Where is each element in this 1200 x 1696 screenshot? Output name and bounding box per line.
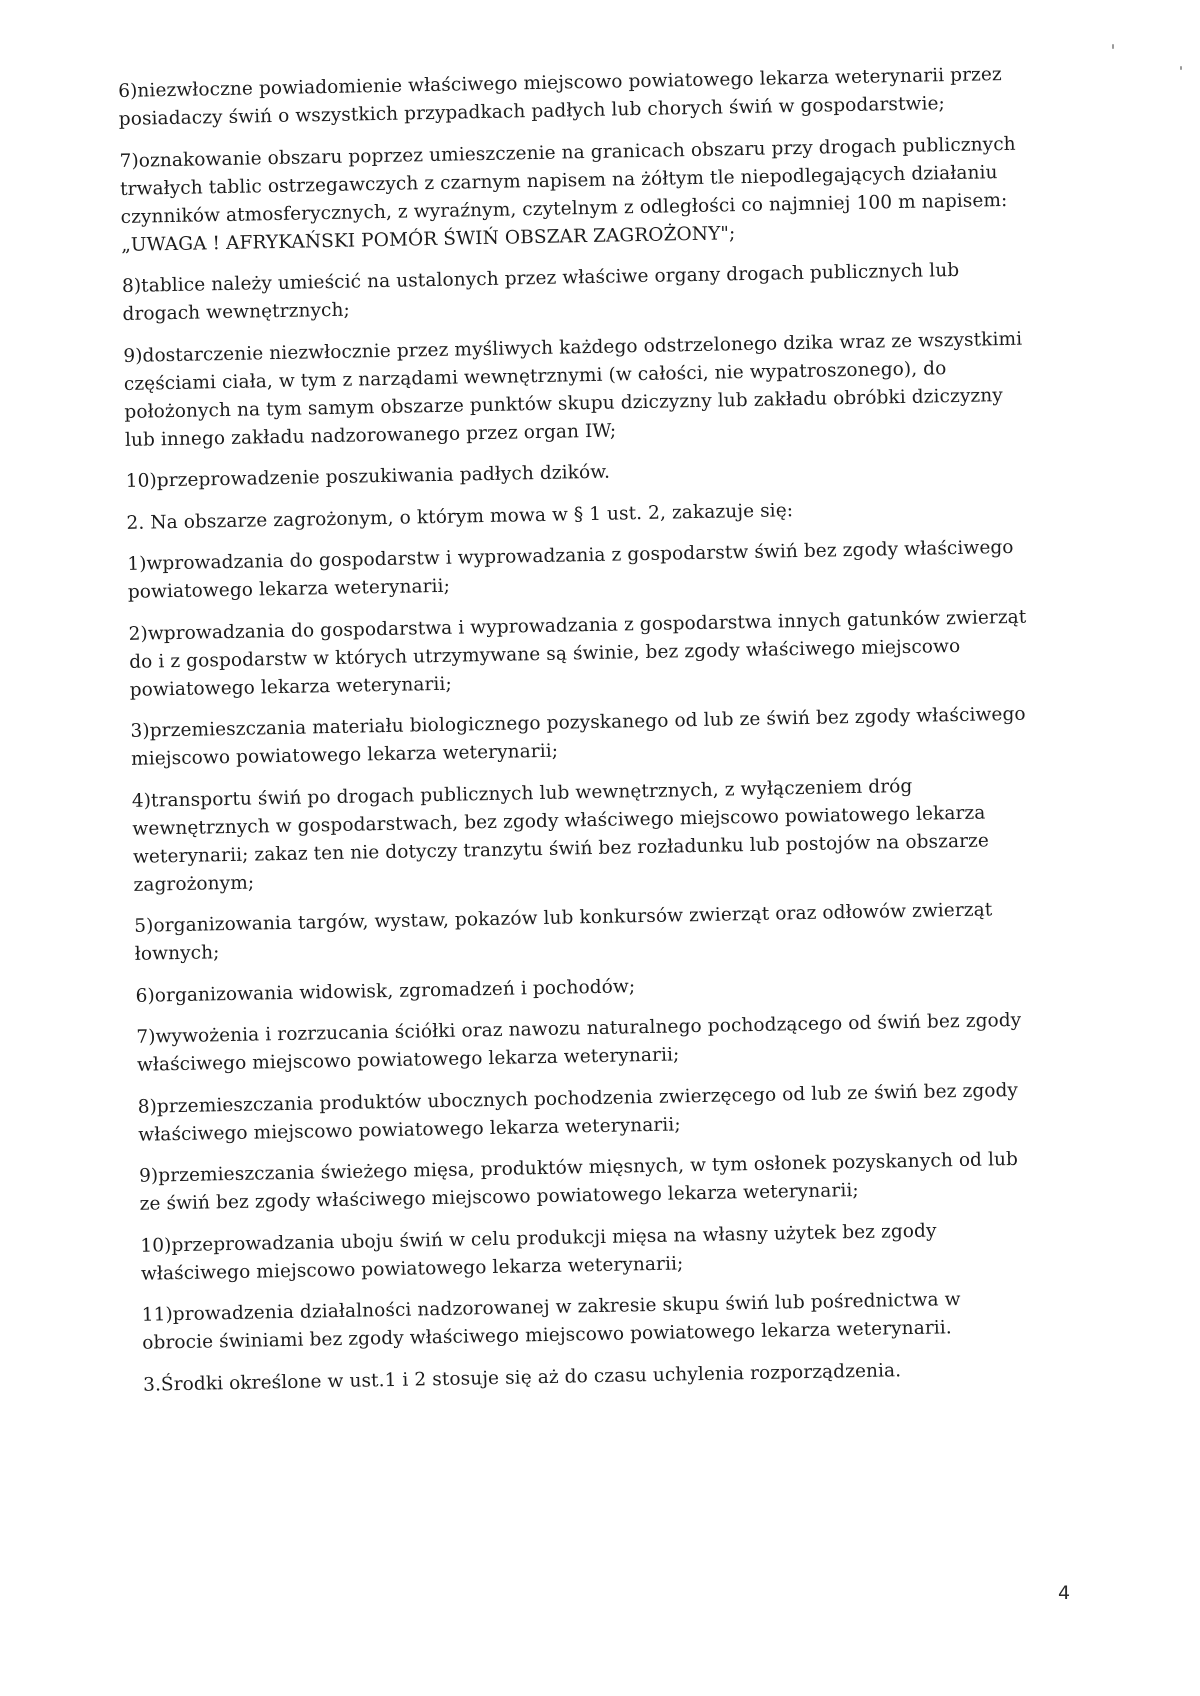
text-line: 10)przeprowadzania uboju świń w celu produkcji mięsa na własny użytek bez zgody (140, 1220, 937, 1257)
text-line: 9)dostarczenie niezwłocznie przez myśliwych każdego odstrzelonego dzika wraz ze wszystkimi (123, 328, 1023, 367)
paragraph-s3 (143, 1353, 1073, 1399)
text-line: 3.Środki określone w ust.1 i 2 stosuje się aż do czasu uchylenia rozporządzenia. (142, 1359, 902, 1396)
text-line: ze świń bez zgody właściwego miejscowo powiatowego lekarza weterynarii; (139, 1179, 859, 1215)
text-line: do i z gospodarstw w których utrzymywane są świnie, bez zgody właściwego miejscowo (129, 635, 961, 673)
text-line: 9)przemieszczania świeżego mięsa, produktów mięsnych, w tym osłonek pozyskanych od lub (138, 1148, 1019, 1187)
text-line: miejscowo powiatowego lekarza weterynarii; (130, 740, 559, 770)
paragraph-z1 (127, 533, 1058, 607)
scan-speck (1180, 66, 1182, 70)
text-line: lub innego zakładu nadzorowanego przez organ IW; (124, 420, 617, 451)
text-line: łownych; (134, 942, 220, 965)
paragraph-z10 (140, 1214, 1071, 1288)
text-line: właściwego miejscowo powiatowego lekarza weterynarii; (138, 1113, 681, 1146)
text-line: właściwego miejscowo powiatowego lekarza weterynarii; (136, 1044, 680, 1076)
paragraph-z11 (141, 1284, 1072, 1358)
text-line: weterynarii; zakaz ten nie dotyczy tranzytu świń bez rozładunku lub postojów na obszarze (132, 829, 990, 868)
text-line: właściwego miejscowo powiatowego lekarza weterynarii; (140, 1252, 684, 1285)
paragraph-z4 (132, 770, 1064, 900)
paragraph-s2 (126, 492, 1056, 538)
text-line: 7)oznakowanie obszaru poprzez umieszczenie na granicach obszaru przy drogach publicznych (119, 133, 1016, 172)
text-line: trwałych tablic ostrzegawczych z czarnym napisem na żółtym tle niepodlegających działaniu (119, 161, 998, 200)
paragraph-p10 (125, 450, 1055, 496)
text-line: posiadaczy świń o wszystkich przypadkach padłych lub chorych świń w gospodarstwie; (118, 93, 946, 130)
paragraph-z7 (136, 1006, 1067, 1080)
scan-speck (1112, 44, 1114, 49)
paragraph-z3 (130, 700, 1061, 774)
text-line: 2)wprowadzania do gospodarstwa i wyprowadzania z gospodarstwa innych gatunków zwierząt (128, 606, 1027, 645)
text-line: 11)prowadzenia działalności nadzorowanej w zakresie skupu świń lub pośrednictwa w (141, 1289, 961, 1326)
text-line: 10)przeprowadzenie poszukiwania padłych dzików. (125, 461, 611, 492)
text-line: obrocie świniami bez zgody właściwego miejscowo powiatowego lekarza weterynarii. (142, 1317, 953, 1354)
paragraph-z2 (128, 603, 1059, 705)
paragraph-z9 (139, 1145, 1070, 1219)
text-line: częściami ciała, w tym z narządami wewnętrznymi (w całości, nie wypatroszonego), do (123, 357, 947, 395)
document-body (118, 60, 1073, 1413)
page-number: 4 (1058, 1582, 1071, 1604)
text-line: 6)niezwłoczne powiadomienie właściwego miejscowo powiatowego lekarza weterynarii przez (118, 64, 1003, 102)
text-line: 4)transportu świń po drogach publicznych lub wewnętrznych, z wyłączeniem dróg (131, 775, 913, 812)
text-line: wewnętrznych w gospodarstwach, bez zgody właściwego miejscowo powiatowego lekarza (132, 801, 986, 840)
text-line: drogach wewnętrznych; (122, 299, 351, 325)
text-line: powiatowego lekarza weterynarii; (129, 673, 453, 701)
text-line: 3)przemieszczania materiału biologicznego pozyskanego od lub ze świń bez zgody właściwego (130, 703, 1026, 742)
text-line: powiatowego lekarza weterynarii; (127, 575, 451, 603)
text-line: 7)wywożenia i rozrzucania ściółki oraz nawozu naturalnego pochodzącego od świń bez zgody (136, 1009, 1022, 1048)
paragraph-p9 (123, 325, 1055, 455)
paragraph-z8 (137, 1075, 1068, 1149)
paragraph-p8 (122, 255, 1053, 329)
text-line: 1)wprowadzania do gospodarstw i wyprowadzania z gospodarstw świń bez zgody właściwego (127, 536, 1014, 575)
text-line: 6)organizowania widowisk, zgromadzeń i pochodów; (135, 975, 636, 1007)
text-line: „UWAGA ! AFRYKAŃSKI POMÓR ŚWIŃ OBSZAR ZAGROŻONY"; (121, 222, 736, 256)
text-line: 8)przemieszczania produktów ubocznych pochodzenia zwierzęcego od lub ze świń bez zgody (137, 1079, 1019, 1118)
paragraph-z6 (135, 964, 1065, 1010)
paragraph-p6 (118, 60, 1049, 134)
text-line: 2. Na obszarze zagrożonym, o którym mowa w § 1 ust. 2, zakazuje się: (126, 499, 794, 534)
paragraph-z5 (134, 895, 1065, 969)
text-line: zagrożonym; (133, 872, 255, 896)
paragraph-p7 (119, 130, 1051, 260)
text-line: położonych na tym samym obszarze punktów skupu dziczyzny lub zakładu obróbki dziczyzny (124, 384, 1004, 423)
text-line: 5)organizowania targów, wystaw, pokazów lub konkursów zwierząt oraz odłowów zwierząt (134, 899, 993, 937)
text-line: 8)tablice należy umieścić na ustalonych przez właściwe organy drogach publicznych lub (121, 259, 960, 297)
text-line: czynników atmosferycznych, z wyraźnym, czytelnym z odległości co najmniej 100 m napisem: (120, 189, 1008, 228)
